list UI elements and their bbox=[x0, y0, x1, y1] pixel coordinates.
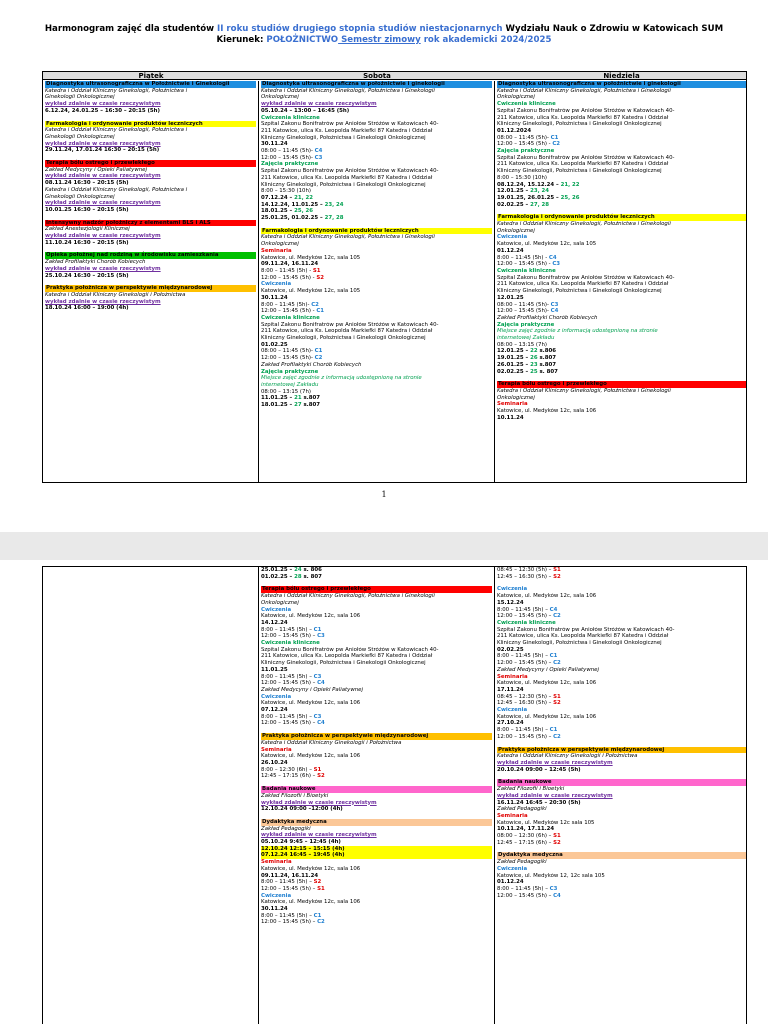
course-title: Diagnostyka ultrasonograficzna w Położnictwie i Ginekologii bbox=[45, 81, 256, 88]
schedule-line: Seminaria bbox=[497, 673, 528, 680]
schedule-line: Zakład Profilaktyki Chorób Kobiecych bbox=[497, 314, 598, 321]
schedule-line: Kliniczny Ginekologii, Położnictwa i Ginekologii Onkologicznej bbox=[261, 134, 426, 141]
schedule-line: Onkologicznej bbox=[261, 599, 299, 606]
title-part4: Kierunek: bbox=[216, 35, 267, 45]
schedule-line: Szpital Zakonu Bonifratrów pw Aniołów Stróżów w Katowicach 40- bbox=[261, 321, 439, 328]
column-sunday bbox=[495, 567, 748, 1024]
schedule-line: Miejsce zajęć zgodnie z informacją udostępnioną na stronie bbox=[261, 375, 422, 382]
schedule-line: Ćwiczenia kliniczne bbox=[497, 619, 556, 626]
schedule-line: Katedra i Oddział Kliniczny Ginekologii, Położnictwa i Ginekologii bbox=[497, 387, 671, 394]
schedule-line: 09.11.24, 16.11.24 bbox=[261, 872, 319, 879]
schedule-line: Seminaria bbox=[261, 247, 292, 254]
column-saturday bbox=[259, 567, 495, 1024]
schedule-line: Szpital Zakonu Bonifratrów pw Aniołów Stróżów w Katowicach 40- bbox=[261, 168, 439, 175]
schedule-line: 8:00 – 11:45 (5h) – C3 bbox=[261, 673, 322, 680]
schedule-line: 11.01.25 – 21 s.807 bbox=[261, 395, 320, 402]
schedule-line: 02.02.25 – 27, 28 bbox=[497, 201, 549, 208]
schedule-line: 12:00 – 15:45 (5h) – S1 bbox=[261, 885, 325, 892]
course-block bbox=[261, 567, 492, 580]
schedule-line: Katowice, ul. Medyków 12c, sala 106 bbox=[497, 408, 597, 415]
column-saturday bbox=[259, 81, 495, 482]
schedule-line: Katowice, ul. Medyków 12c, sala 106 bbox=[261, 613, 361, 620]
schedule-line: 211 Katowice, ulica Ks. Leopolda Markiefki 87 Katedra i Oddział bbox=[261, 127, 433, 134]
schedule-line: 09.11.24, 16.11.24 bbox=[261, 261, 319, 268]
schedule-line: 12:45 – 16:30 (5h) – S2 bbox=[497, 573, 561, 580]
schedule-line: 19.01.25 – 26 s.807 bbox=[497, 355, 556, 362]
schedule-line: Ginekologii Onkologicznej bbox=[45, 193, 115, 200]
schedule-line: 12:00 – 15:45 (5h)- C3 bbox=[261, 154, 323, 161]
schedule-line: Zajęcia praktyczne bbox=[261, 368, 319, 375]
schedule-line: 211 Katowice, ulica Ks. Leopolda Markiefki 87 Katedra i Oddział bbox=[261, 328, 433, 335]
schedule-line: 14.12.24, 11.01.25 – 23, 24 bbox=[261, 201, 344, 208]
schedule-line: Zakład Profilaktyki Chorób Kobiecych bbox=[261, 361, 362, 368]
course-title: Opieka położnej nad rodziną w środowisku zamieszkania bbox=[45, 252, 256, 259]
course-block bbox=[45, 285, 256, 312]
schedule-line: Ćwiczenia bbox=[497, 234, 528, 241]
course-block bbox=[45, 160, 256, 214]
schedule-line: 08:45 – 12:30 (5h) – S1 bbox=[497, 567, 561, 573]
schedule-line: 14.12.24 bbox=[261, 619, 288, 626]
schedule-line: 12:00 – 15:45 (5h)- C4 bbox=[497, 308, 559, 315]
course-block bbox=[45, 252, 256, 279]
schedule-line: 08:00 – 13:15 (7h) bbox=[261, 388, 311, 395]
schedule-line: 08:00 – 11:45 (5h)- C4 bbox=[261, 148, 323, 155]
schedule-line: 11.01.25 bbox=[261, 666, 288, 673]
schedule-line: Szpital Zakonu Bonifratrów pw Aniołów Stróżów w Katowicach 40- bbox=[497, 626, 675, 633]
schedule-line: Onkologicznej bbox=[497, 394, 535, 401]
schedule-line: 08:00 – 11:45 (5h)- C1 bbox=[497, 134, 559, 141]
schedule-line: Zakład Pedagogiki bbox=[261, 825, 311, 832]
schedule-line: 8:00 – 11:45 (5h) – C4 bbox=[497, 606, 558, 613]
schedule-line: 8:00 – 11:45 (5h) – C1 bbox=[497, 727, 558, 734]
schedule-line: Ćwiczenia bbox=[261, 693, 292, 700]
schedule-line: 07.12.24 – 21, 22 bbox=[261, 194, 313, 201]
schedule-line: 05.10.24 – 13:00 – 16:45 (5h) bbox=[261, 107, 350, 114]
schedule-line: Kliniczny Ginekologii, Położnictwa i Ginekologii Onkologicznej bbox=[497, 640, 662, 647]
schedule-line: 211 Katowice, ulica Ks. Leopolda Markiefki 87 Katedra i Oddział bbox=[497, 161, 669, 168]
schedule-line: Ćwiczenia bbox=[261, 606, 292, 613]
course-block bbox=[497, 779, 746, 846]
schedule-line: 25.01.25 – 24 s. 806 bbox=[261, 567, 322, 573]
course-title: Praktyka położnicza w perspektywie międzynarodowej bbox=[45, 285, 256, 292]
course-block bbox=[261, 586, 492, 727]
schedule-line: 12:45 – 17:15 (6h) – S2 bbox=[497, 839, 561, 846]
schedule-line: Zajęcia praktyczne bbox=[261, 161, 319, 168]
schedule-line: Katedra i Oddział Kliniczny Ginekologii, Położnictwa i Ginekologii bbox=[497, 221, 671, 228]
schedule-line: 08:00 – 12:30 (6h) – S1 bbox=[497, 833, 561, 840]
schedule-line: 8:00 – 11:45 (5h) – C1 bbox=[261, 626, 322, 633]
schedule-line: Zakład Filozofii i Bioetyki bbox=[261, 792, 329, 799]
schedule-line: 211 Katowice, ulica Ks. Leopolda Markiefki 87 Katedra i Oddział bbox=[497, 633, 669, 640]
schedule-line: Katedra i Oddział Kliniczny Ginekologii, Położnictwa i Ginekologii bbox=[497, 87, 671, 94]
document-page-2 bbox=[0, 560, 768, 1024]
schedule-line: 08:00 – 11:45 (5h)- C1 bbox=[261, 348, 323, 355]
course-title: Farmakologia i ordynowanie produktów leczniczych bbox=[45, 121, 256, 128]
schedule-line: 25.01.25, 01.02.25 – 27, 28 bbox=[261, 215, 344, 222]
schedule-line: Seminaria bbox=[497, 401, 528, 408]
schedule-line: 18.01.25 – 27 s.807 bbox=[261, 402, 320, 409]
schedule-line: Katedra i Oddział Kliniczny Ginekologii, Położnictwa i bbox=[45, 87, 188, 94]
schedule-line: 08:45 – 12:30 (5h) – S1 bbox=[497, 693, 561, 700]
schedule-line: Onkologicznej bbox=[497, 227, 535, 234]
schedule-line: 12:45 – 17:15 (6h) – S2 bbox=[261, 773, 325, 780]
schedule-line: 12.01.25 – 22 s.806 bbox=[497, 348, 556, 355]
schedule-line: 8:00 – 15:30 (10h) bbox=[261, 188, 311, 195]
schedule-line: Ginekologii Onkologicznej bbox=[45, 94, 115, 101]
schedule-line: 211 Katowice, ulica Ks. Leopolda Markiefki 87 Katedra i Oddział bbox=[497, 281, 669, 288]
course-title: Farmakologia i ordynowanie produktów leczniczych bbox=[497, 214, 746, 221]
schedule-line: Katedra i Oddział Kliniczny Ginekologii, Położnictwa i Ginekologii bbox=[261, 87, 435, 94]
schedule-line: 29.11.24, 17.01.24 16:30 – 20:15 (5h) bbox=[45, 147, 160, 154]
schedule-line: 12.10.24 09:00 –12:00 (4h) bbox=[261, 806, 343, 813]
course-title: Terapia bólu ostrego i przewlekłego bbox=[261, 586, 492, 593]
schedule-line: Katedra i Oddział Kliniczny Ginekologii, Położnictwa i bbox=[45, 127, 188, 134]
schedule-line: 07.12.24 16:45 – 19:45 (4h) bbox=[261, 852, 492, 859]
schedule-line: Szpital Zakonu Bonifratrów pw Aniołów Stróżów w Katowicach 40- bbox=[261, 121, 439, 128]
schedule-line: 12:00 – 15:45 (5h) – C4 bbox=[261, 720, 325, 727]
schedule-line: 8:00 – 11:45 (5h) - S1 bbox=[261, 267, 321, 274]
schedule-line: Katowice, ul. Medyków 12c, sala 106 bbox=[261, 899, 361, 906]
schedule-line: Ćwiczenia bbox=[497, 707, 528, 714]
course-title: Dydaktyka medyczna bbox=[261, 819, 492, 826]
remote-lecture-link[interactable]: wykład zdalnie w czasie rzeczywistym bbox=[45, 101, 161, 108]
schedule-line: 20.10.24 09:00 – 12:45 (5h) bbox=[497, 766, 581, 773]
course-title: Terapia bólu ostrego i przewlekłego bbox=[45, 160, 256, 167]
schedule-line: Zakład Pedagogiki bbox=[497, 806, 547, 813]
schedule-line: Kliniczny Ginekologii, Położnictwa i Ginekologii Onkologicznej bbox=[261, 181, 426, 188]
schedule-line: Zakład Pedagogiki bbox=[497, 859, 547, 866]
column-friday bbox=[43, 567, 259, 1024]
schedule-line: 18.01.25 – 25, 26 bbox=[261, 208, 313, 215]
schedule-line: Zakład Profilaktyki Chorób Kobiecych bbox=[45, 259, 146, 266]
course-block bbox=[497, 586, 746, 740]
course-block bbox=[497, 214, 746, 375]
schedule-line: Katowice, ul. Medyków 12c, sala 105 bbox=[497, 241, 597, 248]
header-saturday: Sobota bbox=[363, 72, 391, 80]
table-header bbox=[43, 72, 746, 80]
schedule-line: 211 Katowice, ulica Ks. Leopolda Markiefki 87 Katedra i Oddział bbox=[497, 114, 669, 121]
course-block bbox=[261, 81, 492, 222]
course-block bbox=[497, 567, 746, 580]
schedule-line: 01.12.2024 bbox=[497, 127, 532, 134]
schedule-line: Seminaria bbox=[261, 746, 292, 753]
remote-lecture-link[interactable]: wykład zdalnie w czasie rzeczywistym bbox=[261, 101, 377, 108]
course-block bbox=[45, 121, 256, 155]
column-sunday bbox=[495, 81, 748, 482]
schedule-table bbox=[42, 71, 747, 483]
schedule-line: 05.10.24 9:45 – 12:45 (4h) bbox=[261, 839, 341, 846]
schedule-line: Szpital Zakonu Bonifratrów pw Aniołów Stróżów w Katowicach 40- bbox=[497, 107, 675, 114]
course-block bbox=[497, 381, 746, 421]
schedule-line: 01.12.24 bbox=[497, 247, 524, 254]
schedule-line: 02.02.25 bbox=[497, 646, 524, 653]
course-block bbox=[497, 852, 746, 899]
schedule-line: 12:00 – 15:45 (5h) - C1 bbox=[261, 308, 325, 315]
schedule-line: Zakład Medycyny i Opieki Paliatywnej bbox=[261, 686, 363, 693]
schedule-line: 08:00 – 11:45 (5h)- C3 bbox=[497, 301, 559, 308]
schedule-line: 10.11.24, 17.11.24 bbox=[497, 826, 555, 833]
remote-lecture-link[interactable]: wykład zdalnie w czasie rzeczywistym bbox=[497, 759, 613, 766]
schedule-line: 12.01.25 bbox=[497, 294, 524, 301]
schedule-line: Zakład Medycyny i Opieki Paliatywnej bbox=[497, 666, 599, 673]
schedule-line: 30.11.24 bbox=[261, 141, 288, 148]
remote-lecture-link[interactable]: wykład zdalnie w czasie rzeczywistym bbox=[45, 265, 161, 272]
schedule-line: 8:00 – 11:45 (5h) – S2 bbox=[261, 879, 322, 886]
schedule-line: 11.10.24 16:30 – 20:15 (5h) bbox=[45, 239, 129, 246]
schedule-line: 8:00 – 11:45 (5h) – C1 bbox=[261, 912, 322, 919]
schedule-line: Katedra i Oddział Kliniczny Ginekologii i Położnictwa bbox=[45, 291, 186, 298]
schedule-line: 19.01.25, 26.01.25 – 25, 26 bbox=[497, 194, 580, 201]
schedule-line: 12:00 – 15:45 (5h)- C2 bbox=[261, 355, 323, 362]
schedule-line: Miejsce zajęć zgodnie z informacją udostępnioną na stronie bbox=[497, 328, 658, 335]
remote-lecture-link[interactable]: wykład zdalnie w czasie rzeczywistym bbox=[261, 832, 377, 839]
schedule-line: 211 Katowice, ulica Ks. Leopolda Markiefki 87 Katedra i Oddział bbox=[261, 174, 433, 181]
schedule-line: 07.12.24 bbox=[261, 707, 288, 714]
schedule-line: 18.10.24 16:00 – 19:00 (4h) bbox=[45, 305, 129, 312]
schedule-line: 211 Katowice, ulica Ks. Leopolda Markiefki 87 Katedra i Oddział bbox=[261, 653, 433, 660]
title-part3: Wydziału Nauk o Zdrowiu w Katowicach SUM bbox=[502, 24, 724, 34]
page-number: 1 bbox=[381, 490, 387, 499]
schedule-line: 12:00 – 15:45 (5h) – C2 bbox=[497, 613, 561, 620]
schedule-line: Katowice, ul. Medyków 12c, sala 106 bbox=[497, 593, 597, 600]
remote-lecture-link[interactable]: wykład zdalnie w czasie rzeczywistym bbox=[261, 799, 377, 806]
schedule-line: 12:00 – 15:45 (5h) – C4 bbox=[261, 680, 325, 687]
remote-lecture-link[interactable]: wykład zdalnie w czasie rzeczywistym bbox=[45, 140, 161, 147]
schedule-line: 8:00 – 11:45 (5h) – C1 bbox=[497, 653, 558, 660]
schedule-line: Katowice, ul. Medyków 12c, sala 105 bbox=[261, 288, 361, 295]
schedule-line: Ćwiczenia kliniczne bbox=[497, 267, 556, 274]
schedule-line: 12:00 – 15:45 (5h) - S2 bbox=[261, 274, 324, 281]
schedule-line: Szpital Zakonu Bonifratrów pw Aniołów Stróżów w Katowicach 40- bbox=[261, 646, 439, 653]
schedule-line: Ćwiczenia bbox=[261, 892, 292, 899]
header-friday: Piątek bbox=[138, 72, 164, 80]
schedule-line: Ćwiczenia kliniczne bbox=[261, 114, 320, 121]
schedule-line: 17.11.24 bbox=[497, 686, 524, 693]
title-part7: rok akademicki 2024/2025 bbox=[420, 35, 552, 45]
schedule-line: 8:00 – 11:45 (5h) – C3 bbox=[497, 885, 558, 892]
schedule-line: 16.11.24 16:45 – 20:30 (5h) bbox=[497, 799, 581, 806]
schedule-line: 27.10.24 bbox=[497, 720, 524, 727]
schedule-line: 08.12.24, 15.12.24 – 21, 22 bbox=[497, 181, 580, 188]
schedule-line: 26.10.24 bbox=[261, 759, 288, 766]
schedule-line: 12:00 – 15:45 (5h) – C3 bbox=[261, 633, 325, 640]
schedule-line: Katedra i Oddział Kliniczny Ginekologii i Położnictwa bbox=[261, 739, 402, 746]
course-block bbox=[261, 228, 492, 409]
course-block bbox=[261, 733, 492, 780]
remote-lecture-link[interactable]: wykład zdalnie w czasie rzeczywistym bbox=[45, 173, 161, 180]
schedule-line: Katowice, ul. Medyków 12c, sala 106 bbox=[497, 713, 597, 720]
schedule-line: 12:00 – 15:45 (5h) - C3 bbox=[497, 261, 561, 268]
schedule-line: Zakład Anestezjologii Klinicznej bbox=[45, 226, 130, 233]
course-title: Diagnostyka ultrasonograficzna w położnictwie i ginekologii bbox=[261, 81, 492, 88]
course-title: Praktyka położnicza w perspektywie międzynarodowej bbox=[261, 733, 492, 740]
schedule-line: 25.10.24 16:30 – 20:15 (5h) bbox=[45, 272, 129, 279]
title-part1: Harmonogram zajęć dla studentów bbox=[44, 24, 218, 34]
schedule-line: Zajęcia praktyczne bbox=[497, 148, 555, 155]
schedule-line: internetowej Zakładu bbox=[261, 381, 319, 388]
schedule-table-continued bbox=[42, 566, 747, 1024]
course-title: Praktyka położnicza w perspektywie międzynarodowej bbox=[497, 747, 746, 754]
schedule-line: Katedra i Oddział Kliniczny Ginekologii, Położnictwa i Ginekologii bbox=[261, 593, 435, 600]
title-part5: POŁOŻNICTWO bbox=[266, 35, 339, 45]
schedule-line: Katowice, ul. Medyków 12c, sala 105 bbox=[261, 254, 361, 261]
course-block bbox=[261, 819, 492, 926]
course-title: Intensywny nadzór położniczy z elementami BLS i ALS bbox=[45, 220, 256, 227]
schedule-line: 01.02.25 – 28 s. 807 bbox=[261, 573, 322, 580]
schedule-line: 30.11.24 bbox=[261, 294, 288, 301]
remote-lecture-link[interactable]: wykład zdalnie w czasie rzeczywistym bbox=[497, 792, 613, 799]
schedule-line: 26.01.25 – 23 s.807 bbox=[497, 361, 556, 368]
schedule-line: 01.12.24 bbox=[497, 879, 524, 886]
schedule-line: 12:00 – 15:45 (5h) – C2 bbox=[497, 733, 561, 740]
course-title: Badania naukowe bbox=[261, 786, 492, 793]
title-part2: II roku studiów drugiego stopnia studiów niestacjonarnych bbox=[217, 24, 503, 34]
schedule-line: Katedra i Oddział Kliniczny Ginekologii i Położnictwa bbox=[497, 753, 638, 760]
schedule-line: 15.12.24 bbox=[497, 599, 524, 606]
schedule-line: Katowice, ul. Medyków 12c, sala 106 bbox=[261, 700, 361, 707]
schedule-line: 8:00 – 11:45 (5h) – C3 bbox=[261, 713, 322, 720]
schedule-line: 8:00 – 12:30 (6h) – S1 bbox=[261, 766, 322, 773]
schedule-line: Katowice, ul. Medyków 12c sala 105 bbox=[497, 819, 595, 826]
schedule-line: Zakład Filozofii i Bioetyki bbox=[497, 786, 565, 793]
remote-lecture-link[interactable]: wykład zdalnie w czasie rzeczywistym bbox=[45, 200, 161, 207]
schedule-line: 12:00 – 15:45 (5h) – C4 bbox=[497, 892, 561, 899]
schedule-line: Onkologicznej bbox=[497, 94, 535, 101]
schedule-line: 8:00 – 15:30 (10h) bbox=[497, 174, 547, 181]
schedule-line: Kliniczny Ginekologii, Położnictwa i Ginekologii Onkologicznej bbox=[497, 168, 662, 175]
schedule-line: 8:00 – 11:45 (5h)- C2 bbox=[261, 301, 319, 308]
schedule-line: 10.11.24 bbox=[497, 414, 524, 421]
schedule-line: Ćwiczenia kliniczne bbox=[261, 314, 320, 321]
schedule-line: 12:45 – 16:30 (5h) – S2 bbox=[497, 700, 561, 707]
schedule-line: Kliniczny Ginekologii, Położnictwa i Ginekologii Onkologicznej bbox=[497, 288, 662, 295]
remote-lecture-link[interactable]: wykład zdalnie w czasie rzeczywistym bbox=[45, 233, 161, 240]
course-title: Terapia bólu ostrego i przewlekłego bbox=[497, 381, 746, 388]
schedule-line: Onkologicznej bbox=[261, 94, 299, 101]
course-title: Diagnostyka ultrasonograficzna w położnictwie i ginekologii bbox=[497, 81, 746, 88]
schedule-line: 6.12.24, 24.01.25 – 16:30 – 20:15 (5h) bbox=[45, 107, 160, 114]
schedule-line: Ćwiczenia kliniczne bbox=[497, 101, 556, 108]
schedule-line: Ćwiczenia bbox=[497, 865, 528, 872]
schedule-line: Katowice, ul. Medyków 12, 12c sala 105 bbox=[497, 872, 605, 879]
course-title: Dydaktyka medyczna bbox=[497, 852, 746, 859]
course-title: Farmakologia i ordynowanie produktów leczniczych bbox=[261, 228, 492, 235]
course-title: Badania naukowe bbox=[497, 779, 746, 786]
schedule-line: Seminaria bbox=[497, 812, 528, 819]
schedule-line: Katowice, ul. Medyków 12c, sala 106 bbox=[261, 865, 361, 872]
course-block bbox=[45, 220, 256, 247]
schedule-line: 10.01.25 16:30 – 20:15 (5h) bbox=[45, 206, 129, 213]
course-block bbox=[261, 786, 492, 813]
schedule-line: 12:00 – 15:45 (5h) – C2 bbox=[497, 660, 561, 667]
course-block bbox=[45, 81, 256, 115]
remote-lecture-link[interactable]: wykład zdalnie w czasie rzeczywistym bbox=[45, 298, 161, 305]
course-block bbox=[497, 747, 746, 774]
schedule-line: 8:00 – 11:45 (5h) - C4 bbox=[497, 254, 557, 261]
schedule-line: Zakład Medycyny i Opieki Paliatywnej bbox=[45, 166, 147, 173]
schedule-line: 12.10.24 12:15 – 15:15 (4h) bbox=[261, 846, 492, 853]
schedule-line: Ćwiczenia kliniczne bbox=[261, 640, 320, 647]
schedule-line: 12:00 – 15:45 (5h) – C2 bbox=[261, 919, 325, 926]
schedule-line: 12:00 – 15:45 (5h) - C2 bbox=[497, 141, 561, 148]
schedule-line: 08.11.24 16:30 – 20:15 (5h) bbox=[45, 180, 129, 187]
schedule-line: Ćwiczenia bbox=[497, 586, 528, 593]
schedule-line: Katowice, ul. Medyków 12c, sala 106 bbox=[497, 680, 597, 687]
schedule-line: Zajęcia praktyczne bbox=[497, 321, 555, 328]
schedule-line: Ginekologii Onkologicznej bbox=[45, 133, 115, 140]
schedule-line: 02.02.25 – 25 s. 807 bbox=[497, 368, 558, 375]
schedule-line: Onkologicznej bbox=[261, 241, 299, 248]
schedule-line: Seminaria bbox=[261, 859, 292, 866]
schedule-line: Szpital Zakonu Bonifratrów pw Aniołów Stróżów w Katowicach 40- bbox=[497, 154, 675, 161]
schedule-line: Ćwiczenia bbox=[261, 281, 292, 288]
schedule-line: Katedra i Oddział Kliniczny Ginekologii, Położnictwa i Ginekologii bbox=[261, 234, 435, 241]
title-part6: Semestr zimowy bbox=[338, 35, 421, 45]
schedule-line: 30.11.24 bbox=[261, 906, 288, 913]
header-sunday: Niedziela bbox=[603, 72, 640, 80]
schedule-line: 08:00 – 13:15 (7h) bbox=[497, 341, 547, 348]
schedule-line: Katowice, ul. Medyków 12c, sala 106 bbox=[261, 753, 361, 760]
schedule-line: internetowej Zakładu bbox=[497, 335, 555, 342]
schedule-line: Katedra i Oddział Kliniczny Ginekologii, Położnictwa i bbox=[45, 186, 188, 193]
schedule-line: 12.01.25 – 23, 24 bbox=[497, 188, 549, 195]
schedule-line: 01.02.25 bbox=[261, 341, 288, 348]
column-friday bbox=[43, 81, 259, 482]
schedule-line: Kliniczny Ginekologii, Położnictwa i Ginekologii Onkologicznej bbox=[497, 121, 662, 128]
schedule-line: Szpital Zakonu Bonifratrów pw Aniołów Stróżów w Katowicach 40- bbox=[497, 274, 675, 281]
document-title bbox=[40, 24, 728, 46]
schedule-line: Kliniczny Ginekologii, Położnictwa i Ginekologii Onkologicznej bbox=[261, 335, 426, 342]
schedule-line: Kliniczny Ginekologii, Położnictwa i Ginekologii Onkologicznej bbox=[261, 660, 426, 667]
course-block bbox=[497, 81, 746, 208]
